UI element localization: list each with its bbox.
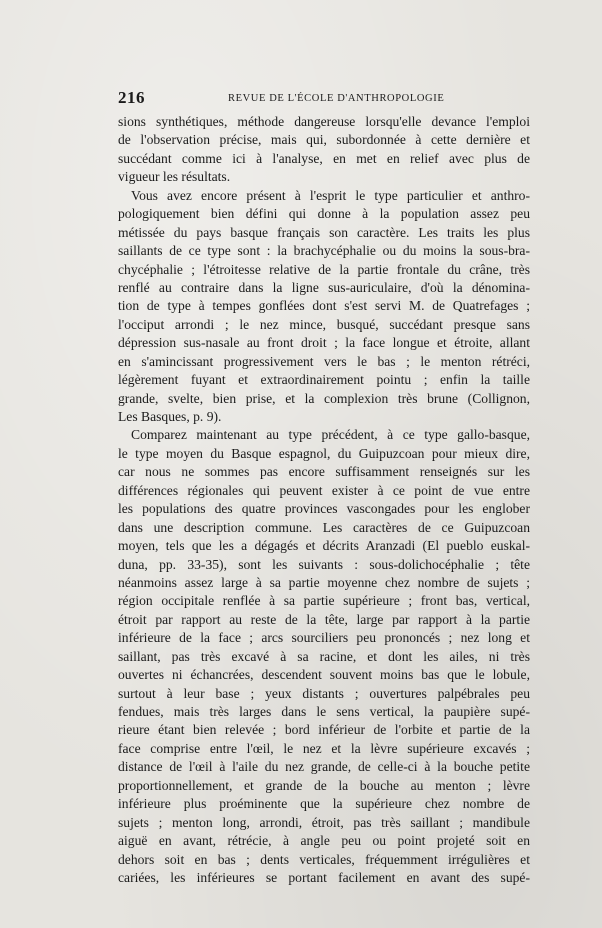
text-line: légèrement fuyant et extraordinairement pointu ; enfin la taille — [118, 372, 530, 388]
page-header — [118, 88, 530, 110]
text-line: surtout à leur base ; yeux distants ; ouvertures palpébrales peu — [118, 685, 530, 701]
text-line: duna, pp. 33-35), sont les suivants : sous-dolichocéphalie ; tête — [118, 556, 530, 572]
text-line: l'occiput arrondi ; le nez mince, busqué, succédant presque sans — [118, 316, 530, 332]
text-line: sions synthétiques, méthode dangereuse lorsqu'elle devance l'emploi — [118, 114, 530, 129]
text-line: étroit par rapport au reste de la tête, large par rapport à la partie — [118, 611, 530, 627]
running-head: REVUE DE L'ÉCOLE D'ANTHROPOLOGIE — [228, 93, 445, 104]
text-line: ouvertes ni échancrées, descendent souvent moins bas que le lobule, — [118, 667, 530, 683]
text-line: dehors soit en bas ; dents verticales, fréquemment irrégulières et — [118, 851, 530, 867]
text-line: tion de type à tempes gonflées dont s'est servi M. de Quatrefages ; — [118, 298, 530, 314]
text-line: cariées, les inférieures se portant facilement en avant des supé- — [118, 869, 530, 885]
text-line: rieure étant bien relevée ; bord inférieur de l'orbite et partie de la — [118, 722, 530, 738]
text-line: fendues, mais très larges dans le sens vertical, la paupière supé- — [118, 704, 530, 719]
text-line: inférieure de la face ; arcs sourciliers peu prononcés ; nez long et — [118, 630, 530, 646]
text-line: distance de l'œil à l'aile du nez grande, de celle-ci à la bouche petite — [118, 759, 530, 775]
text-line: aiguë en avant, rétrécie, à angle peu ou point projeté soit en — [118, 833, 530, 849]
text-line: chycéphalie ; l'étroitesse relative de la partie frontale du crâne, très — [118, 261, 530, 277]
text-line: sujets ; menton long, arrondi, étroit, pas très saillant ; mandibule — [118, 814, 530, 830]
text-line: saillants de ce type sont : la brachycéphalie ou du moins la sous-bra- — [118, 243, 530, 259]
text-line: néanmoins assez large à sa partie moyenne chez nombre de sujets ; — [118, 574, 530, 590]
text-line: moyen, tels que les a dégagés et décrits Aranzadi (El pueblo euskal- — [118, 538, 530, 554]
text-line: dépression sus-nasale au front droit ; la face longue et étroite, allant — [118, 335, 530, 351]
text-line: métissée du pays basque français son caractère. Les traits les plus — [118, 224, 530, 240]
text-line: grande, svelte, bien prise, et la complexion très brune (Collignon, — [118, 390, 530, 406]
text-line: proportionnellement, et grande de la bouche au menton ; lèvre — [118, 777, 530, 793]
text-line: renflé au contraire dans la ligne sus-auriculaire, d'où la dénomina- — [118, 279, 530, 295]
text-line: région occipitale renflée à sa partie supérieure ; front bas, vertical, — [118, 593, 530, 609]
text-line: en s'amincissant progressivement vers le bas ; le menton rétréci, — [118, 353, 530, 369]
text-line: saillant, pas très excavé à sa racine, et dont les ailes, ni très — [118, 648, 530, 664]
text-line: le type moyen du Basque espagnol, du Guipuzcoan pour mieux dire, — [118, 445, 530, 461]
text-line: Vous avez encore présent à l'esprit le type particulier et anthro- — [131, 187, 530, 203]
text-line: pologiquement bien défini qui donne à la population assez peu — [118, 206, 530, 222]
text-line: dans une description commune. Les caractères de ce Guipuzcoan — [118, 519, 530, 535]
text-line: succédant comme ici à l'analyse, en met en relief avec plus de — [118, 150, 530, 166]
body-text — [118, 113, 530, 887]
text-line: Comparez maintenant au type précédent, à ce type gallo-basque, — [131, 427, 530, 443]
text-line: face comprise entre l'œil, le nez et la lèvre supérieure excavés ; — [118, 740, 530, 756]
text-line: les populations des quatre provinces vascongades pour les englober — [118, 501, 530, 517]
text-line: de l'observation précise, mais qui, subordonnée à cette dernière et — [118, 132, 530, 148]
text-line: car nous ne sommes pas encore suffisamment renseignés sur les — [118, 464, 530, 480]
page-number: 216 — [118, 88, 145, 107]
text-line: différences régionales qui peuvent exister à ce point de vue entre — [118, 482, 530, 498]
text-line: Les Basques, p. 9). — [118, 409, 222, 424]
text-line: vigueur les résultats. — [118, 169, 231, 185]
text-line: inférieure plus proéminente que la supérieure chez nombre de — [118, 796, 530, 812]
